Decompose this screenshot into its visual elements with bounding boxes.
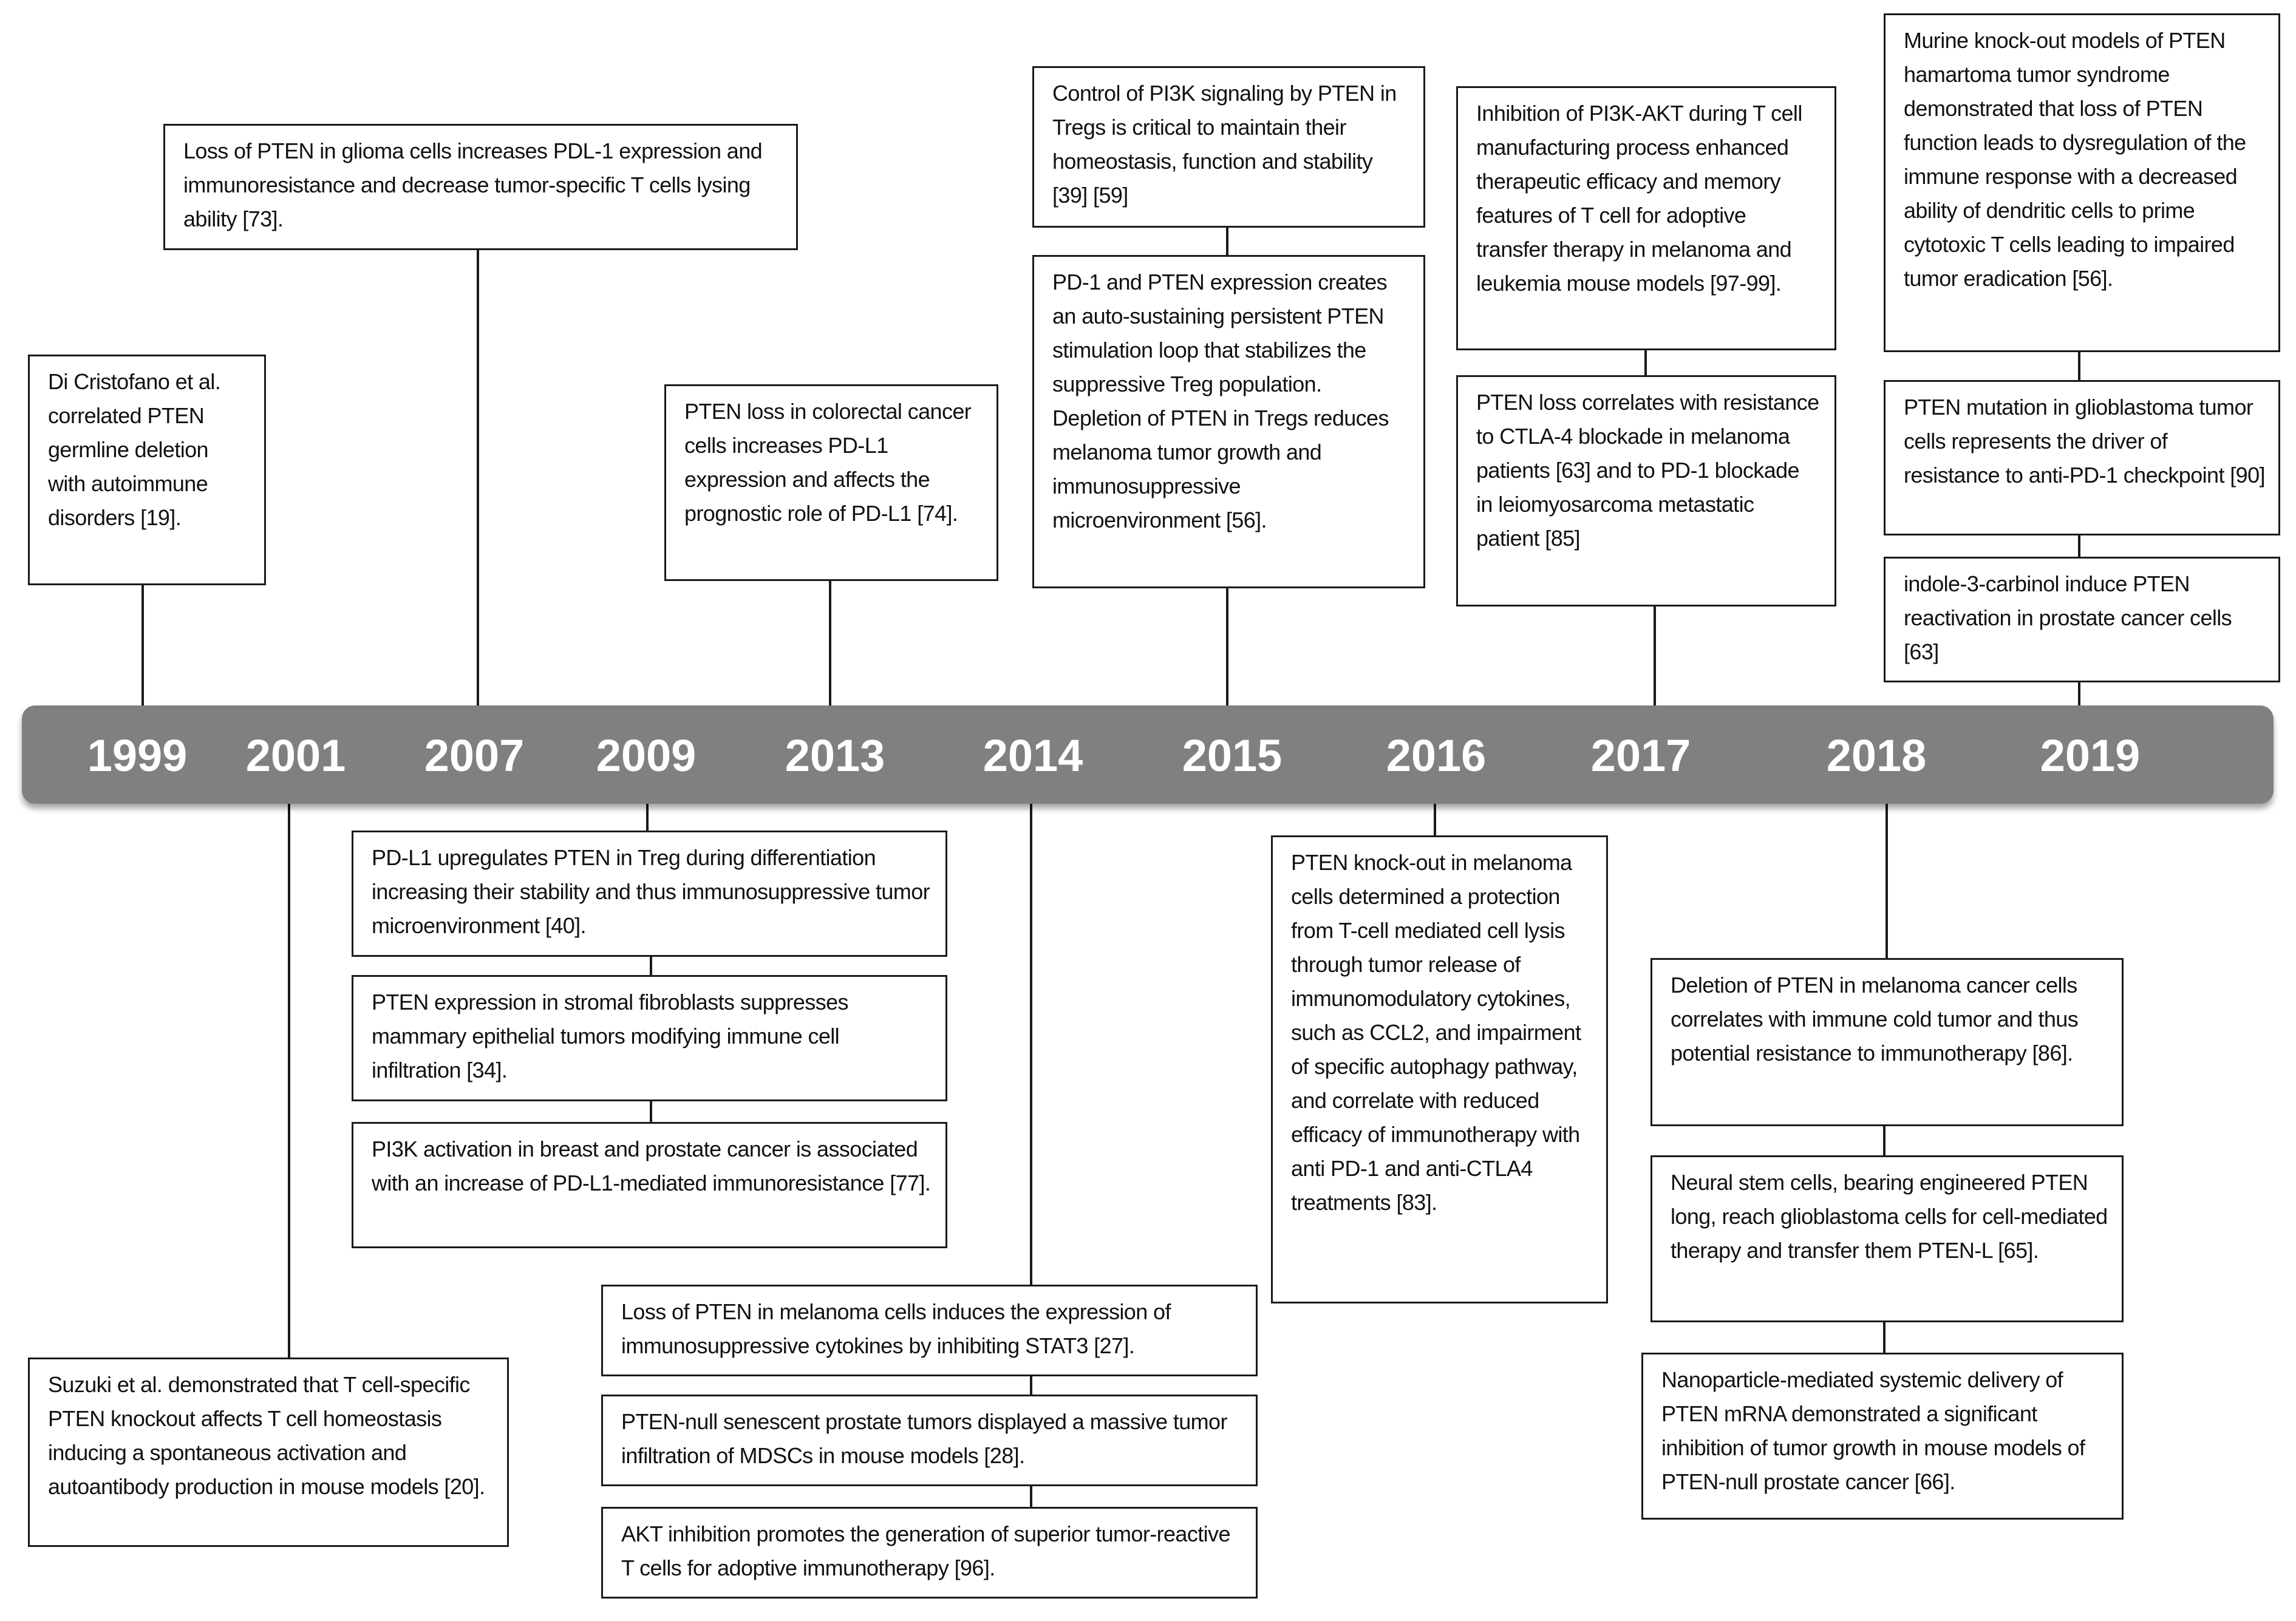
connector-2017-ab bbox=[1644, 349, 1647, 376]
connector-2018-ab bbox=[1883, 1125, 1886, 1157]
year-2019: 2019 bbox=[2040, 730, 2141, 781]
connector-2016 bbox=[1434, 804, 1436, 837]
connector-2015 bbox=[1226, 587, 1228, 707]
event-box-2015-a: Control of PI3K signaling by PTEN in Tregs is critical to maintain their homeostasis, function and stability [39] [59] bbox=[1032, 66, 1425, 228]
year-2014: 2014 bbox=[983, 730, 1083, 781]
event-box-2019-c: indole-3-carbinol induce PTEN reactivation in prostate cancer cells [63] bbox=[1884, 557, 2280, 682]
connector-2018-bc bbox=[1883, 1321, 1886, 1354]
event-box-2007: Loss of PTEN in glioma cells increases PDL-1 expression and immunoresistance and decrease tumor-specific T cells lysing ability [73]. bbox=[163, 124, 798, 250]
year-2016: 2016 bbox=[1386, 730, 1487, 781]
connector-2007 bbox=[477, 249, 479, 707]
timeline-bar bbox=[22, 705, 2274, 804]
event-box-2016: PTEN knock-out in melanoma cells determined a protection from T-cell mediated cell lysis through tumor release of immunomodulatory cytokines, such as CCL2, and impairment of specific autophagy pathway, and correlate with reduced efficacy of immunotherapy with anti PD-1 and anti-CTLA4 treatments [83]. bbox=[1271, 835, 1608, 1303]
connector-2009 bbox=[646, 804, 649, 832]
connector-2019-ab bbox=[2078, 351, 2080, 381]
connector-2014-ab bbox=[1030, 1375, 1032, 1396]
event-box-2009-c: PI3K activation in breast and prostate cancer is associated with an increase of PD-L1-mediated immunoresistance [77]. bbox=[352, 1122, 947, 1248]
event-box-2014-b: PTEN-null senescent prostate tumors displayed a massive tumor infiltration of MDSCs in mouse models [28]. bbox=[601, 1395, 1258, 1486]
year-1999: 1999 bbox=[87, 730, 188, 781]
year-2007: 2007 bbox=[424, 730, 525, 781]
connector-2013 bbox=[829, 580, 831, 707]
event-box-2014-a: Loss of PTEN in melanoma cells induces the expression of immunosuppressive cytokines by inhibiting STAT3 [27]. bbox=[601, 1285, 1258, 1376]
year-2015: 2015 bbox=[1182, 730, 1283, 781]
connector-2019-bc bbox=[2078, 534, 2080, 558]
event-box-1999: Di Cristofano et al. correlated PTEN germline deletion with autoimmune disorders [19]. bbox=[28, 355, 266, 585]
connector-1999 bbox=[141, 584, 144, 707]
event-box-2014-c: AKT inhibition promotes the generation of superior tumor-reactive T cells for adoptive immunotherapy [96]. bbox=[601, 1507, 1258, 1599]
connector-2009-bc bbox=[650, 1100, 652, 1123]
event-box-2017-a: Inhibition of PI3K-AKT during T cell manufacturing process enhanced therapeutic efficacy and memory features of T cell for adoptive transfer therapy in melanoma and leukemia mouse models [97-99]. bbox=[1456, 86, 1836, 350]
connector-2014-bc bbox=[1030, 1485, 1032, 1508]
event-box-2015-b: PD-1 and PTEN expression creates an auto-sustaining persistent PTEN stimulation loop that stabilizes the suppressive Treg population. Depletion of PTEN in Tregs reduces melanoma tumor growth and immunosuppressive microenvironment [56]. bbox=[1032, 255, 1425, 588]
connector-2009-ab bbox=[650, 956, 652, 976]
event-box-2009-a: PD-L1 upregulates PTEN in Treg during differentiation increasing their stability and thus immunosuppressive tumor microenvironment [40]. bbox=[352, 831, 947, 957]
event-box-2019-a: Murine knock-out models of PTEN hamartoma tumor syndrome demonstrated that loss of PTEN function leads to dysregulation of the immune response with a decreased ability of dendritic cells to prime cytotoxic T cells leading to impaired tumor eradication [56]. bbox=[1884, 13, 2280, 352]
event-box-2018-b: Neural stem cells, bearing engineered PTEN long, reach glioblastoma cells for cell-mediated therapy and transfer them PTEN-L [65]. bbox=[1650, 1155, 2124, 1322]
event-box-2018-a: Deletion of PTEN in melanoma cancer cells correlates with immune cold tumor and thus potential resistance to immunotherapy [86]. bbox=[1650, 958, 2124, 1126]
event-box-2013: PTEN loss in colorectal cancer cells increases PD-L1 expression and affects the prognostic role of PD-L1 [74]. bbox=[664, 384, 998, 581]
connector-2019 bbox=[2078, 681, 2080, 707]
year-2009: 2009 bbox=[596, 730, 697, 781]
event-box-2001: Suzuki et al. demonstrated that T cell-specific PTEN knockout affects T cell homeostasis inducing a spontaneous activation and autoantibody production in mouse models [20]. bbox=[28, 1358, 509, 1547]
event-box-2009-b: PTEN expression in stromal fibroblasts suppresses mammary epithelial tumors modifying immune cell infiltration [34]. bbox=[352, 975, 947, 1101]
year-2017: 2017 bbox=[1590, 730, 1691, 781]
year-2013: 2013 bbox=[785, 730, 885, 781]
event-box-2018-c: Nanoparticle-mediated systemic delivery of PTEN mRNA demonstrated a significant inhibition of tumor growth in mouse models of PTEN-null prostate cancer [66]. bbox=[1641, 1353, 2124, 1520]
connector-2017 bbox=[1654, 605, 1656, 707]
connector-2015-ab bbox=[1226, 226, 1228, 256]
connector-2001 bbox=[288, 804, 290, 1359]
event-box-2017-b: PTEN loss correlates with resistance to CTLA-4 blockade in melanoma patients [63] and to PD-1 blockade in leiomyosarcoma metastatic patient [85] bbox=[1456, 375, 1836, 607]
year-2001: 2001 bbox=[245, 730, 346, 781]
connector-2014 bbox=[1030, 804, 1032, 1286]
event-box-2019-b: PTEN mutation in glioblastoma tumor cells represents the driver of resistance to anti-PD-1 checkpoint [90] bbox=[1884, 380, 2280, 535]
connector-2018 bbox=[1886, 804, 1888, 959]
year-2018: 2018 bbox=[1826, 730, 1927, 781]
